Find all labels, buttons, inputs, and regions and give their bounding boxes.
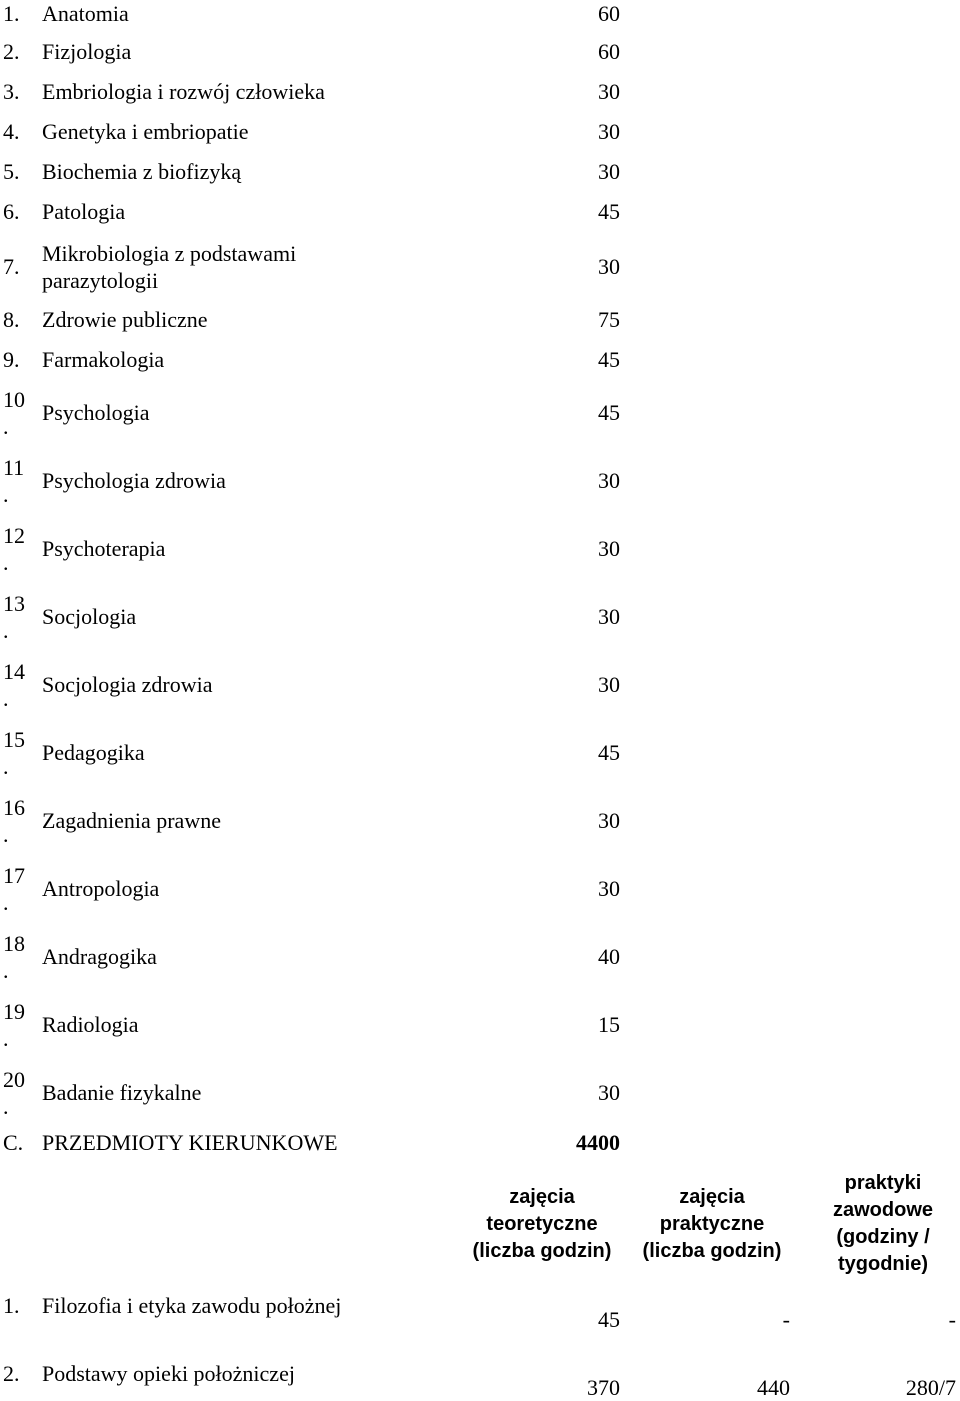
core-subject-internship: - (948, 1307, 956, 1332)
subject-hours: 30 (598, 672, 620, 697)
subject-name: Badanie fizykalne (42, 1080, 202, 1105)
subject-name: Fizjologia (42, 39, 132, 64)
subject-number: 18 . (3, 931, 25, 983)
subject-number: 10 . (3, 387, 25, 439)
subject-hours: 30 (598, 536, 620, 561)
core-subject-internship: 280/7 (905, 1375, 956, 1400)
core-subject-theory-hours: 45 (598, 1307, 620, 1332)
subject-hours: 30 (598, 119, 620, 144)
subject-name: Socjologia (42, 604, 137, 629)
subject-number: 5. (3, 159, 20, 184)
subject-number: 3. (3, 79, 20, 104)
section-c-letter: C. (3, 1130, 24, 1155)
subject-hours: 30 (598, 254, 620, 279)
subject-name: Psychoterapia (42, 536, 166, 561)
subject-name: Mikrobiologia z podstawami parazytologii (42, 241, 297, 293)
subject-hours: 60 (598, 1, 620, 26)
column-header-practice: zajęcia praktyczne (liczba godzin) (642, 1186, 782, 1262)
subject-number: 1. (3, 1, 20, 26)
subject-number: 4. (3, 119, 20, 144)
subject-hours: 60 (598, 39, 620, 64)
core-subject-practice-hours: 440 (757, 1375, 790, 1400)
subject-name: Antropologia (42, 876, 160, 901)
subject-hours: 30 (598, 808, 620, 833)
section-c-title: PRZEDMIOTY KIERUNKOWE (42, 1130, 338, 1155)
subject-name: Andragogika (42, 944, 157, 969)
subject-hours: 30 (598, 1080, 620, 1105)
core-subject-name: Podstawy opieki położniczej (42, 1361, 295, 1386)
core-subject-practice-hours: - (782, 1307, 790, 1332)
subject-number: 2. (3, 39, 20, 64)
subject-number: 9. (3, 347, 20, 372)
subject-number: 16 . (3, 795, 25, 847)
core-subject-theory-hours: 370 (587, 1375, 620, 1400)
subject-hours: 45 (598, 740, 620, 765)
section-c-hours: 4400 (576, 1130, 620, 1155)
subject-name: Socjologia zdrowia (42, 672, 213, 697)
subject-number: 6. (3, 199, 20, 224)
subject-hours: 30 (598, 79, 620, 104)
subject-hours: 30 (598, 604, 620, 629)
subject-number: 14 . (3, 659, 25, 711)
subject-number: 7. (3, 254, 20, 279)
column-header-theory: zajęcia teoretyczne (liczba godzin) (472, 1186, 612, 1262)
subject-number: 17 . (3, 863, 25, 915)
subject-hours: 30 (598, 876, 620, 901)
subject-name: Psychologia (42, 400, 150, 425)
subject-number: 12 . (3, 523, 25, 575)
subject-hours: 45 (598, 400, 620, 425)
subject-name: Psychologia zdrowia (42, 468, 226, 493)
subject-hours: 45 (598, 199, 620, 224)
subject-hours: 15 (598, 1012, 620, 1037)
subject-number: 20 . (3, 1067, 25, 1119)
subject-hours: 75 (598, 307, 620, 332)
subject-number: 11 . (3, 455, 25, 507)
core-subject-number: 2. (3, 1361, 20, 1386)
subject-number: 15 . (3, 727, 25, 779)
core-subject-number: 1. (3, 1293, 20, 1318)
subject-hours: 45 (598, 347, 620, 372)
column-header-internship: praktyki zawodowe (godziny / tygodnie) (832, 1172, 933, 1275)
subject-hours: 30 (598, 468, 620, 493)
subject-name: Pedagogika (42, 740, 145, 765)
subject-hours: 30 (598, 159, 620, 184)
subject-name: Embriologia i rozwój człowieka (42, 79, 325, 104)
subject-name: Genetyka i embriopatie (42, 119, 249, 144)
subject-hours: 40 (598, 944, 620, 969)
subject-name: Anatomia (42, 1, 129, 26)
subject-number: 8. (3, 307, 20, 332)
subject-name: Zagadnienia prawne (42, 808, 221, 833)
core-subject-name: Filozofia i etyka zawodu położnej (42, 1293, 342, 1318)
subject-name: Biochemia z biofizyką (42, 159, 242, 184)
subject-name: Zdrowie publiczne (42, 307, 208, 332)
subject-number: 19 . (3, 999, 25, 1051)
subject-name: Patologia (42, 199, 126, 224)
subject-name: Radiologia (42, 1012, 139, 1037)
subject-name: Farmakologia (42, 347, 165, 372)
subject-number: 13 . (3, 591, 25, 643)
